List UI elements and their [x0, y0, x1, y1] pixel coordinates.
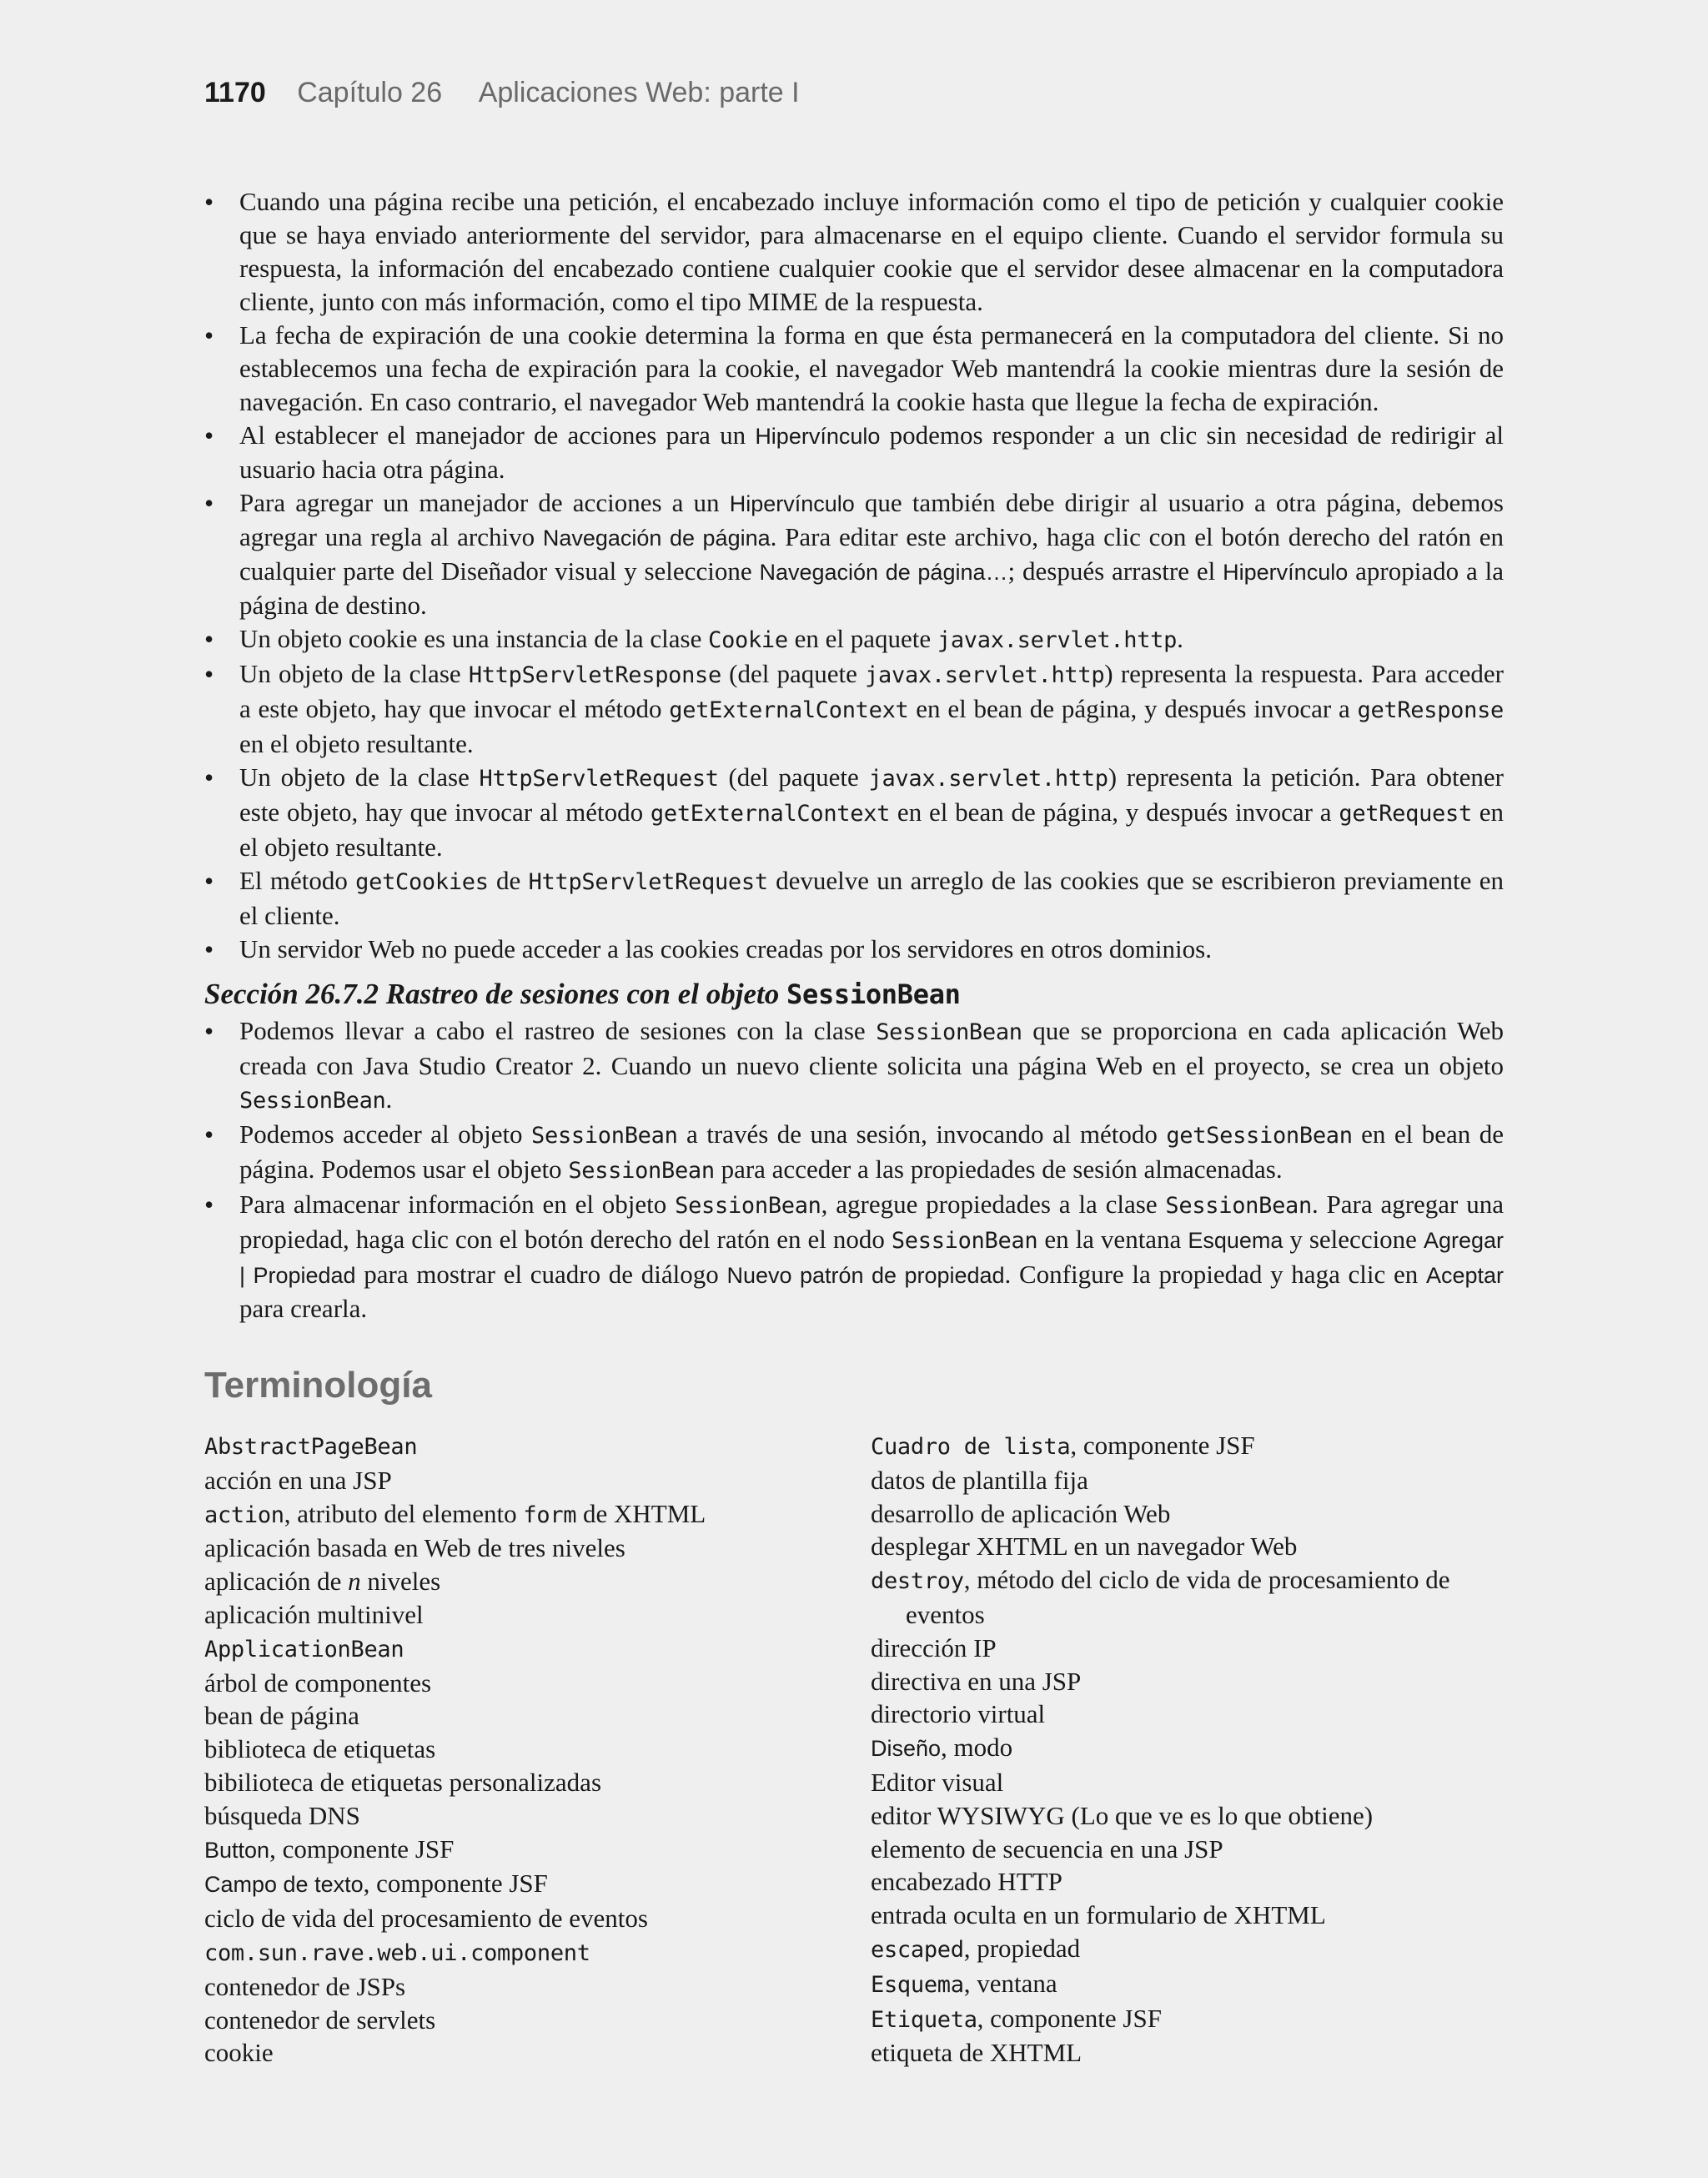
term-entry	[204, 1632, 821, 1667]
text-run: .	[1177, 624, 1183, 653]
text-run: , modo	[941, 1733, 1013, 1763]
ui-label: Nuevo patrón de propiedad	[726, 1263, 1005, 1288]
code-term: javax.servlet.http	[868, 766, 1108, 792]
text-run: , componente JSF	[269, 1833, 455, 1864]
term-entry	[204, 1733, 821, 1766]
term-entry	[204, 1970, 821, 2004]
ui-label: Aceptar	[1425, 1263, 1504, 1288]
text-run: , ventana	[963, 1968, 1057, 1998]
text-run: para acceder a las propiedades de sesión almacenadas.	[714, 1154, 1283, 1184]
bullet-list-section	[204, 1014, 1504, 1325]
term-entry	[204, 1902, 821, 1935]
text-run: (del paquete	[718, 762, 869, 792]
text-run: Cuando una página recibe una petición, el encabezado incluye información como el tipo de petición y cualquier cookie que se haya enviado anteriormente del servidor, para almacenarse en el equipo cliente. Cuando el servidor formula su respuesta, la información del encabezado contiene cualquier cookie que el servidor desee almacenar en la computadora cliente, junto con más información, como el tipo MIME de la respuesta.	[239, 187, 1504, 316]
text-run: . Para editar este archivo, haga clic con el botón derecho del ratón en cualquier parte del Diseñador visual y seleccione	[239, 522, 1505, 586]
text-run: devuelve un arreglo de las cookies que se escribieron previamente en el cliente.	[239, 866, 1504, 930]
text-run: en el paquete	[787, 624, 937, 653]
term-entry	[204, 2004, 821, 2037]
term-entry	[871, 2036, 1509, 2070]
code-term: getCookies	[355, 869, 489, 895]
terminology-heading: Terminología	[204, 1365, 432, 1406]
ui-label: Diseño	[871, 1736, 942, 1762]
text-run: , componente JSF	[363, 1869, 548, 1899]
text-run: La fecha de expiración de una cookie determina la forma en que ésta permanecerá en la computadora del cliente. Si no establecemos una fecha de expiración para la cookie, el navegador Web mantendrá la cookie mientras dure la sesión de navegación. En caso contrario, el navegador Web mantendrá la cookie hasta que llegue la fecha de expiración.	[239, 320, 1504, 416]
term-entry	[871, 2002, 1509, 2037]
code-term: SessionBean	[675, 1193, 821, 1219]
code-term: HttpServletResponse	[468, 662, 721, 688]
text-run: en el objeto resultante.	[239, 797, 1504, 862]
text-run: Podemos llevar a cabo el rastreo de sesiones con la clase	[239, 1016, 877, 1045]
text-run: bibilioteca de etiquetas personalizadas	[204, 1767, 602, 1797]
term-entry	[871, 1833, 1509, 1866]
code-term: SessionBean	[239, 1088, 386, 1114]
text-run: . Configure la propiedad y haga clic en	[1004, 1260, 1426, 1289]
text-run: , componente JSF	[977, 2003, 1162, 2033]
main-content	[204, 185, 1504, 1325]
text-run: en la ventana	[1037, 1225, 1188, 1254]
term-entry	[871, 1899, 1509, 1932]
ui-label: Navegación de página	[542, 526, 771, 551]
text-run: . Para agregar una propiedad, haga clic con el botón derecho del ratón en el nodo	[239, 1190, 1504, 1254]
text-run: a través de una sesión, invocando al método	[677, 1119, 1167, 1149]
term-entry	[204, 1667, 821, 1700]
running-header	[204, 77, 800, 109]
bullet-item	[204, 1118, 1504, 1188]
bullet-item	[204, 319, 1504, 419]
section-title-code: SessionBean	[786, 978, 961, 1010]
text-run: contenedor de servlets	[204, 2004, 436, 2035]
code-term: Etiqueta	[871, 2006, 977, 2033]
code-term: destroy	[871, 1568, 964, 1595]
bullet-item	[204, 486, 1504, 622]
term-entry	[204, 1497, 821, 1532]
code-term: HttpServletRequest	[479, 766, 719, 792]
code-term: getExternalContext	[650, 801, 891, 827]
term-entry	[871, 1731, 1509, 1766]
term-entry	[871, 1932, 1509, 1967]
code-term: getSessionBean	[1166, 1123, 1353, 1149]
term-entry	[204, 1464, 821, 1497]
text-run: aplicación basada en Web de tres niveles	[204, 1533, 625, 1563]
text-run: dirección IP	[871, 1632, 997, 1662]
text-run: bean de página	[204, 1701, 359, 1731]
text-run: entrada oculta en un formulario de XHTML	[871, 1900, 1326, 1930]
text-run: Un objeto de la clase	[239, 762, 480, 792]
text-run: acción en una JSP	[204, 1465, 392, 1495]
code-term: Cuadro de lista	[871, 1434, 1071, 1460]
text-run: árbol de componentes	[204, 1667, 432, 1698]
text-run: cookie	[204, 2038, 274, 2068]
term-entry	[871, 1766, 1509, 1799]
text-run: , atributo del elemento	[284, 1498, 524, 1528]
bullet-item	[204, 1014, 1504, 1118]
code-term: javax.servlet.http	[937, 627, 1178, 653]
text-run: ) representa la petición. Para obtener este objeto, hay que invocar al método	[239, 762, 1504, 827]
text-run: aplicación multinivel	[204, 1599, 424, 1629]
term-entry	[204, 1799, 821, 1833]
text-run: Un objeto de la clase	[239, 659, 469, 688]
text-run: desarrollo de aplicación Web	[871, 1498, 1171, 1528]
text-run: en el bean de página, y después invocar a	[890, 797, 1339, 827]
term-entry	[204, 1565, 821, 1598]
text-run: ) representa la respuesta. Para acceder a este objeto, hay que invocar el método	[239, 659, 1504, 723]
text-run: biblioteca de etiquetas	[204, 1734, 436, 1764]
text-run: de	[488, 866, 529, 895]
chapter-title: Aplicaciones Web: parte I	[478, 77, 800, 108]
bullet-item	[204, 864, 1504, 933]
text-run: aplicación de	[204, 1567, 349, 1597]
text-run: datos de plantilla fija	[871, 1465, 1088, 1495]
ui-label: Button	[204, 1837, 270, 1863]
term-entry	[871, 1530, 1509, 1563]
term-entry	[871, 1497, 1509, 1531]
code-term: Cookie	[708, 627, 788, 653]
text-run: Al establecer el manejador de acciones para un	[239, 420, 756, 450]
term-entry	[871, 1429, 1509, 1464]
code-term: Esquema	[871, 1971, 964, 1998]
text-run: en el objeto resultante.	[239, 729, 474, 758]
text-run: y seleccione	[1283, 1225, 1424, 1254]
text-run: para crearla.	[239, 1294, 368, 1323]
text-run: (del paquete	[721, 659, 866, 688]
text-run: Para agregar un manejador de acciones a un	[239, 488, 730, 517]
bullet-item	[204, 1188, 1504, 1325]
bullet-item	[204, 419, 1504, 486]
term-entry	[871, 1698, 1509, 1731]
section-title	[204, 976, 1504, 1013]
text-run: .	[385, 1084, 393, 1114]
text-run: en el bean de página. Podemos usar el objeto	[239, 1119, 1504, 1184]
term-entry	[204, 1598, 821, 1632]
code-term: com.sun.rave.web.ui.component	[204, 1939, 590, 1966]
bullet-item	[204, 761, 1504, 864]
term-entry	[204, 1699, 821, 1733]
terminology-column-left	[204, 1429, 821, 2070]
text-run: contenedor de JSPs	[204, 1971, 406, 2001]
page-number: 1170	[204, 77, 266, 108]
ui-label: Hipervínculo	[1223, 560, 1349, 585]
code-term: getExternalContext	[669, 697, 909, 723]
code-term: SessionBean	[891, 1228, 1038, 1254]
ui-label: Campo de texto	[204, 1872, 364, 1898]
text-run: que también debe dirigir al usuario a otra página, debemos agregar una regla al archivo	[239, 488, 1504, 551]
code-term: escaped	[871, 1936, 964, 1963]
terminology-column-right	[871, 1429, 1509, 2070]
text-run: directorio virtual	[871, 1699, 1046, 1729]
text-run: Un servidor Web no puede acceder a las cookies creadas por los servidores en otros dominios.	[239, 934, 1212, 963]
term-entry	[871, 1563, 1509, 1632]
text-run: apropiado a la página de destino.	[239, 556, 1505, 620]
term-entry	[204, 1532, 821, 1565]
text-run: ; después arrastre el	[1007, 556, 1223, 586]
text-run: desplegar XHTML en un navegador Web	[871, 1532, 1298, 1562]
text-run: Podemos acceder al objeto	[239, 1119, 532, 1149]
code-term: action	[204, 1501, 284, 1528]
text-run: , propiedad	[963, 1933, 1081, 1963]
text-run: editor WYSIWYG (Lo que ve es lo que obtiene)	[871, 1800, 1374, 1830]
code-term: ApplicationBean	[204, 1636, 404, 1662]
ui-label: Hipervínculo	[755, 424, 881, 449]
code-term: SessionBean	[531, 1123, 678, 1149]
text-run: Para almacenar información en el objeto	[239, 1190, 676, 1219]
ui-label: Hipervínculo	[729, 491, 855, 516]
text-run: elemento de secuencia en una JSP	[871, 1833, 1223, 1864]
text-run: directiva en una JSP	[871, 1666, 1082, 1696]
code-term: SessionBean	[1165, 1193, 1312, 1219]
bullet-item	[204, 657, 1504, 761]
text-run: , método del ciclo de vida de procesamiento de eventos	[906, 1565, 1450, 1629]
term-entry	[871, 1632, 1509, 1665]
bullet-list-top	[204, 185, 1504, 966]
bullet-item	[204, 622, 1504, 657]
code-term: SessionBean	[876, 1019, 1022, 1045]
term-entry	[204, 1766, 821, 1799]
bullet-item	[204, 185, 1504, 319]
term-entry	[871, 1665, 1509, 1698]
text-run: , componente JSF	[1070, 1431, 1255, 1460]
code-term: SessionBean	[568, 1158, 715, 1184]
term-entry	[871, 1464, 1509, 1497]
text-run: encabezado HTTP	[871, 1867, 1062, 1897]
term-entry	[871, 1967, 1509, 2002]
term-entry	[204, 1429, 821, 1464]
text-run: de XHTML	[576, 1498, 706, 1528]
text-run: Un objeto cookie es una instancia de la clase	[239, 624, 709, 653]
section-title-text: Sección 26.7.2 Rastreo de sesiones con el objeto	[204, 978, 787, 1010]
term-entry	[204, 2036, 821, 2070]
code-term: form	[523, 1501, 577, 1528]
ui-label: Navegación de página…	[759, 560, 1008, 585]
term-entry	[204, 1867, 821, 1902]
text-run: que se proporciona en cada aplicación Web creada con Java Studio Creator 2. Cuando un nuevo cliente solicita una página Web en el proyecto, se crea un objeto	[239, 1016, 1504, 1080]
text-run: búsqueda DNS	[204, 1800, 360, 1830]
term-entry	[204, 1833, 821, 1868]
text-run: ciclo de vida del procesamiento de eventos	[204, 1904, 648, 1934]
text-run: niveles	[360, 1567, 441, 1597]
text-run: podemos responder a un clic sin necesidad de redirigir al usuario hacia otra página.	[239, 420, 1504, 484]
text-run: para mostrar el cuadro de diálogo	[355, 1260, 727, 1289]
text-run: , agregue propiedades a la clase	[821, 1190, 1166, 1219]
code-term: HttpServletRequest	[528, 869, 768, 895]
term-entry	[871, 1799, 1509, 1833]
chapter-label: Capítulo 26	[297, 77, 443, 108]
code-term: getResponse	[1357, 697, 1504, 723]
text-run: etiqueta de XHTML	[871, 2038, 1083, 2068]
code-term: getRequest	[1339, 801, 1472, 827]
text-run: Editor visual	[871, 1767, 1004, 1797]
ui-label: Esquema	[1188, 1228, 1284, 1253]
text-run: n	[348, 1567, 361, 1597]
term-entry	[871, 1865, 1509, 1899]
text-run: en el bean de página, y después invocar a	[908, 694, 1358, 723]
bullet-item	[204, 933, 1504, 966]
text-run: El método	[239, 866, 356, 895]
term-entry	[204, 1935, 821, 1970]
ui-label: Agregar | Propiedad	[239, 1228, 1504, 1288]
code-term: javax.servlet.http	[865, 662, 1105, 688]
code-term: AbstractPageBean	[204, 1434, 418, 1460]
